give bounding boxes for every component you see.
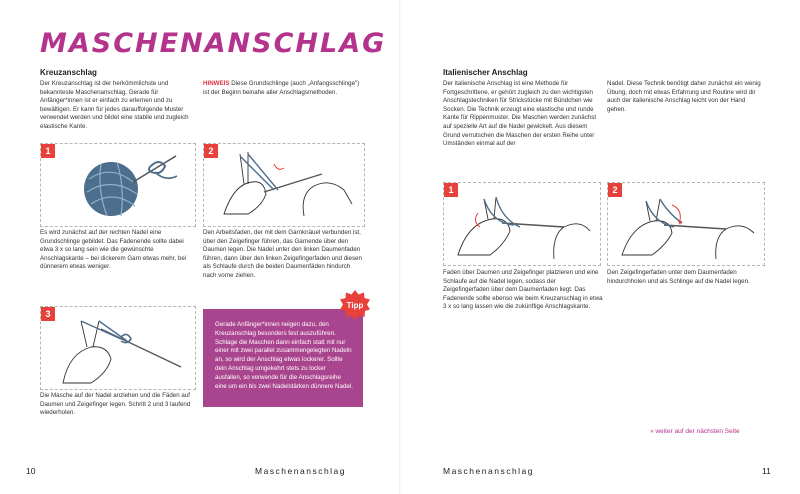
- ital-step-2-illustration: [607, 182, 765, 266]
- footer-right: Maschenanschlag: [443, 466, 535, 476]
- kreuzanschlag-text: Der Kreuzanschlag ist der herkömmlichste und bekannteste Maschenanschlag. Gerade für Anfänger*innen ist er einfach zu erlernen und zu bewältigen. Er kann für jedes darauffolgende Muster verwendet werden und bildet eine stabile und zugleich elastische Kante.: [40, 80, 189, 130]
- hands-knitting-icon: [41, 307, 195, 389]
- ital-step-2-caption: Den Zeigefingerfaden unter dem Daumenfaden hindurchholen und als Schlinge auf die Nadel legen.: [607, 269, 750, 285]
- step-3-number: 3: [41, 307, 55, 321]
- italienisch-text-col1: Der italienische Anschlag ist eine Methode für Fortgeschrittene, er gehört zugleich zu den wichtigsten Anschlagstechniken für Strickstücke mit Bündchen wie Socken. Die Technik erzeugt eine elastische und runde Kante für Rippenmuster. Die Maschen werden zunächst auf spezielle Art auf die Nadel gewickelt. Aus diesem Grund verrutschen die Maschen der ersten Reihe unter Umständen einmal auf der: [443, 80, 597, 148]
- page-gutter: [399, 0, 401, 494]
- italienisch-text-col2: Nadel. Diese Technik benötigt daher zunächst ein wenig Übung, doch mit etwas Erfahrung und Routine wird dir auch der italienische Anschlag leicht von der Hand gehen.: [607, 80, 761, 113]
- ital-step-1-number: 1: [444, 183, 458, 197]
- ital-step-1-illustration: [443, 182, 601, 266]
- hands-knitting-icon: [444, 183, 600, 265]
- ital-step-2-number: 2: [608, 183, 622, 197]
- next-page-label: weiter auf der nächsten Seite: [655, 428, 740, 435]
- step-1-illustration: [40, 143, 196, 227]
- tipp-badge-icon: [340, 290, 370, 320]
- ital-step-1-caption: Faden über Daumen und Zeigefinger platzieren und eine Schlaufe auf die Nadel legen, sodass der Zeigefingerfaden über dem Daumenfaden liegt. Das Fadenende sollte ebenso wie beim Kreuzanschlag in etwa 3 x so lang lassen wie die zukünftige Anschlagskante.: [443, 269, 603, 311]
- chevron-right-icon: »: [650, 428, 656, 435]
- hands-knitting-icon: [608, 183, 764, 265]
- hinweis-label: HINWEIS: [203, 80, 230, 87]
- footer-left: Maschenanschlag: [255, 466, 347, 476]
- step-1-number: 1: [41, 144, 55, 158]
- step-3-illustration: [40, 306, 196, 390]
- italienisch-heading: Italienischer Anschlag: [443, 68, 528, 77]
- tip-text: Gerade Anfänger*innen neigen dazu, den Kreuzanschlag besonders fest auszuführen. Schlage die Maschen dann einfach statt mit nur einer mit zwei parallel zusammengelegten Nadeln an, so wird der Anschlag etwas lockerer. Sollte dein Anschlag umgekehrt stets zu locker ausfallen, so verwende für die Anschlagsreihe eine um ein bis zwei Nadelstärken dünnere Nadel.: [215, 321, 353, 390]
- step-1-caption: Es wird zunächst auf der rechten Nadel eine Grundschlinge gebildet. Das Fadenende sollte dabei etwa 3 x so lang sein wie die gewünschte Anschlagskante – bei dickerem Garn etwas mehr, bei dünnerem etwas weniger.: [40, 229, 187, 271]
- page-number-right: 11: [762, 466, 771, 476]
- step-2-number: 2: [204, 144, 218, 158]
- step-2-caption: Den Arbeitsfaden, der mit dem Garnknäuel verbunden ist, über den Zeigefinger führen, das Garnende über den Daumen legen. Die Nadel unter den linken Daumenfaden führen, dann über den linken Zeigefingerfaden und diesen als Schlaufe durch die beiden Daumenfäden hindurch nach vorne ziehen.: [203, 229, 362, 279]
- tip-box: [203, 309, 363, 407]
- tipp-label: Tipp: [346, 300, 364, 310]
- hands-knitting-icon: [204, 144, 364, 226]
- next-page-link[interactable]: [650, 428, 740, 435]
- step-3-caption: Die Masche auf der Nadel anziehen und die Fäden auf Daumen und Zeigefinger legen. Schritt 2 und 3 laufend wiederholen.: [40, 392, 191, 417]
- page-number-left: 10: [26, 466, 36, 476]
- hinweis-text: Diese Grundschlinge (auch „Anfangsschlinge") ist der Beginn beinahe aller Anschlagsmethoden.: [203, 80, 360, 96]
- page-title: MASCHENANSCHLAG: [40, 28, 387, 59]
- kreuzanschlag-heading: Kreuzanschlag: [40, 68, 97, 77]
- step-2-illustration: [203, 143, 365, 227]
- hinweis-note: [203, 80, 363, 97]
- yarn-ball-icon: [41, 144, 195, 226]
